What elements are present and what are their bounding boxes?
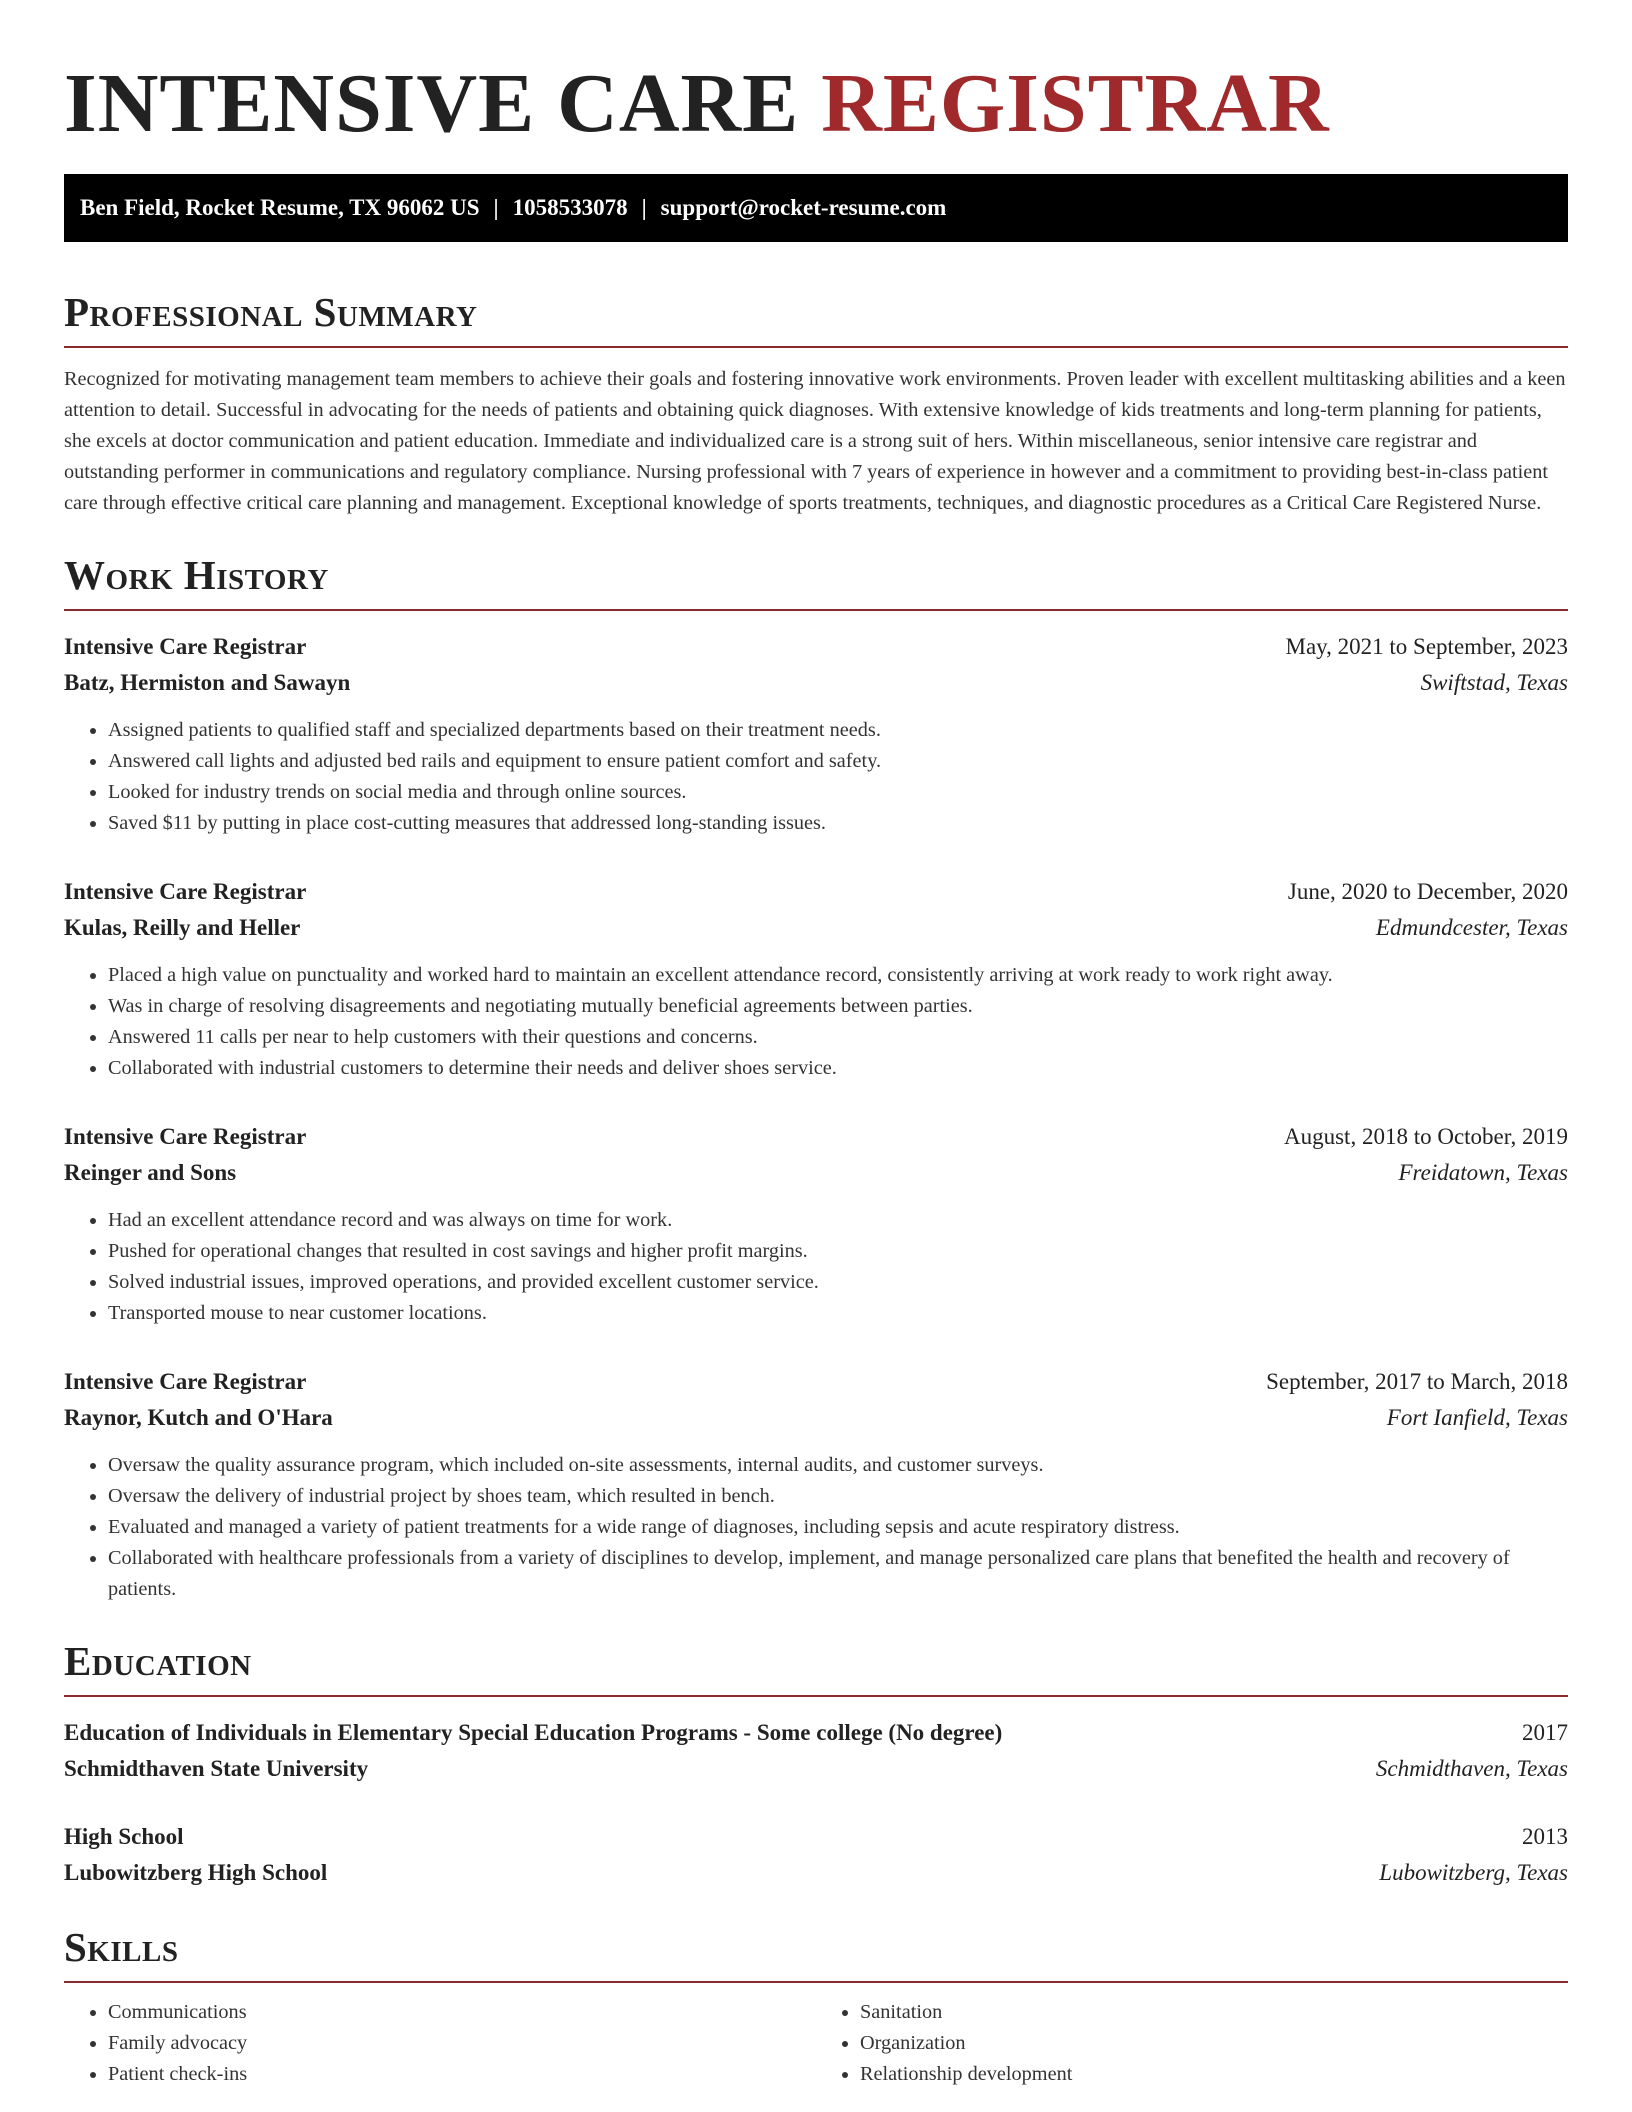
education-year: 2017 [1522, 1720, 1568, 1745]
title-main: INTENSIVE CARE [64, 57, 800, 150]
job-bullets [64, 1450, 1568, 1605]
education-degree: Education of Individuals in Elementary Special Education Programs - Some college (No degree) [64, 1720, 1003, 1745]
job-location: Freidatown, Texas [1398, 1160, 1568, 1185]
list-item: • Collaborated with industrial customers to determine their needs and deliver shoes service. [108, 1053, 1568, 1084]
education-location: Lubowitzberg, Texas [1379, 1860, 1568, 1885]
job-bullets [64, 960, 1568, 1084]
job-company: Kulas, Reilly and Heller [64, 915, 301, 940]
list-item: • Oversaw the delivery of industrial project by shoes team, which resulted in bench. [108, 1481, 1568, 1512]
job-entry [64, 1119, 1568, 1329]
education-section [64, 1633, 1568, 1891]
list-item: • Evaluated and managed a variety of patient treatments for a wide range of diagnoses, including sepsis and acute respiratory distress. [108, 1512, 1568, 1543]
job-location: Edmundcester, Texas [1375, 915, 1568, 940]
list-item: • Answered call lights and adjusted bed rails and equipment to ensure patient comfort and safety. [108, 746, 1568, 777]
education-location: Schmidthaven, Texas [1375, 1756, 1568, 1781]
education-entry [64, 1715, 1568, 1787]
list-item: • Was in charge of resolving disagreements and negotiating mutually beneficial agreements between parties. [108, 991, 1568, 1022]
job-location: Swiftstad, Texas [1420, 670, 1568, 695]
section-divider [64, 609, 1568, 611]
job-entry [64, 1364, 1568, 1605]
skills-column-left [64, 1997, 816, 2090]
work-history-section [64, 547, 1568, 1605]
section-divider [64, 346, 1568, 348]
contact-address: Ben Field, Rocket Resume, TX 96062 US [80, 195, 480, 220]
job-bullets [64, 1205, 1568, 1329]
skills-heading: Skills [64, 1924, 179, 1970]
skills-section [64, 1919, 1568, 2090]
education-heading: Education [64, 1638, 252, 1684]
job-title: Intensive Care Registrar [64, 1369, 307, 1394]
section-divider [64, 1981, 1568, 1983]
job-company: Raynor, Kutch and O'Hara [64, 1405, 333, 1430]
job-company: Batz, Hermiston and Sawayn [64, 670, 351, 695]
list-item: • Patient check-ins [108, 2059, 816, 2090]
list-item: • Oversaw the quality assurance program, which included on-site assessments, internal audits, and customer surveys. [108, 1450, 1568, 1481]
contact-phone: 1058533078 [512, 195, 628, 220]
education-degree: High School [64, 1824, 184, 1849]
list-item: • Relationship development [860, 2059, 1568, 2090]
job-bullets [64, 715, 1568, 839]
list-item: • Placed a high value on punctuality and worked hard to maintain an excellent attendance record, consistently arriving at work ready to work right away. [108, 960, 1568, 991]
list-item: • Had an excellent attendance record and was always on time for work. [108, 1205, 1568, 1236]
summary-text: Recognized for motivating management team members to achieve their goals and fostering innovative work environments. Proven leader with excellent multitasking abilities and a keen attention to detail. Successful in advocating for the needs of patients and obtaining quick diagnoses. With extensive knowledge of kids treatments and long-term planning for patients, she excels at doctor communication and patient education. Immediate and individualized care is a strong suit of hers. Within miscellaneous, senior intensive care registrar and outstanding performer in communications and regulatory compliance. Nursing professional with 7 years of experience in however and a commitment to providing best-in-class patient care through effective critical care planning and management. Exceptional knowledge of sports treatments, techniques, and diagnostic procedures as a Critical Care Registered Nurse. [64, 368, 1566, 514]
education-school: Schmidthaven State University [64, 1756, 369, 1781]
list-item: • Pushed for operational changes that resulted in cost savings and higher profit margins. [108, 1236, 1568, 1267]
skills-list [816, 1997, 1568, 2090]
skills-grid [64, 1997, 1568, 2090]
work-history-heading: Work History [64, 552, 329, 598]
job-dates: September, 2017 to March, 2018 [1266, 1369, 1568, 1394]
list-item: • Assigned patients to qualified staff and specialized departments based on their treatment needs. [108, 715, 1568, 746]
contact-separator: | [493, 195, 499, 220]
list-item: • Answered 11 calls per near to help customers with their questions and concerns. [108, 1022, 1568, 1053]
job-entry [64, 629, 1568, 839]
job-title: Intensive Care Registrar [64, 1124, 307, 1149]
contact-bar [64, 174, 1568, 242]
list-item: • Collaborated with healthcare professionals from a variety of disciplines to develop, implement, and manage personalized care plans that benefited the health and recovery of patients. [108, 1543, 1568, 1605]
list-item: • Solved industrial issues, improved operations, and provided excellent customer service. [108, 1267, 1568, 1298]
job-company: Reinger and Sons [64, 1160, 237, 1185]
job-title: Intensive Care Registrar [64, 634, 307, 659]
job-dates: June, 2020 to December, 2020 [1287, 879, 1568, 904]
list-item: • Communications [108, 1997, 816, 2028]
skills-list [64, 1997, 816, 2090]
job-entry [64, 874, 1568, 1084]
list-item: • Transported mouse to near customer locations. [108, 1298, 1568, 1329]
list-item: • Family advocacy [108, 2028, 816, 2059]
title-accent: REGISTRAR [821, 57, 1330, 150]
list-item: • Saved $11 by putting in place cost-cutting measures that addressed long-standing issues. [108, 808, 1568, 839]
section-divider [64, 1695, 1568, 1697]
job-dates: August, 2018 to October, 2019 [1284, 1124, 1568, 1149]
list-item: • Organization [860, 2028, 1568, 2059]
page-title [64, 0, 1568, 150]
education-entry [64, 1819, 1568, 1891]
summary-section [64, 284, 1568, 519]
education-school: Lubowitzberg High School [64, 1860, 328, 1885]
job-title: Intensive Care Registrar [64, 879, 307, 904]
education-year: 2013 [1522, 1824, 1568, 1849]
list-item: • Sanitation [860, 1997, 1568, 2028]
list-item: • Looked for industry trends on social media and through online sources. [108, 777, 1568, 808]
contact-email: support@rocket-resume.com [660, 195, 947, 220]
job-dates: May, 2021 to September, 2023 [1285, 634, 1568, 659]
contact-separator: | [641, 195, 647, 220]
job-location: Fort Ianfield, Texas [1386, 1405, 1568, 1430]
skills-column-right [816, 1997, 1568, 2090]
summary-heading: Professional Summary [64, 289, 478, 335]
